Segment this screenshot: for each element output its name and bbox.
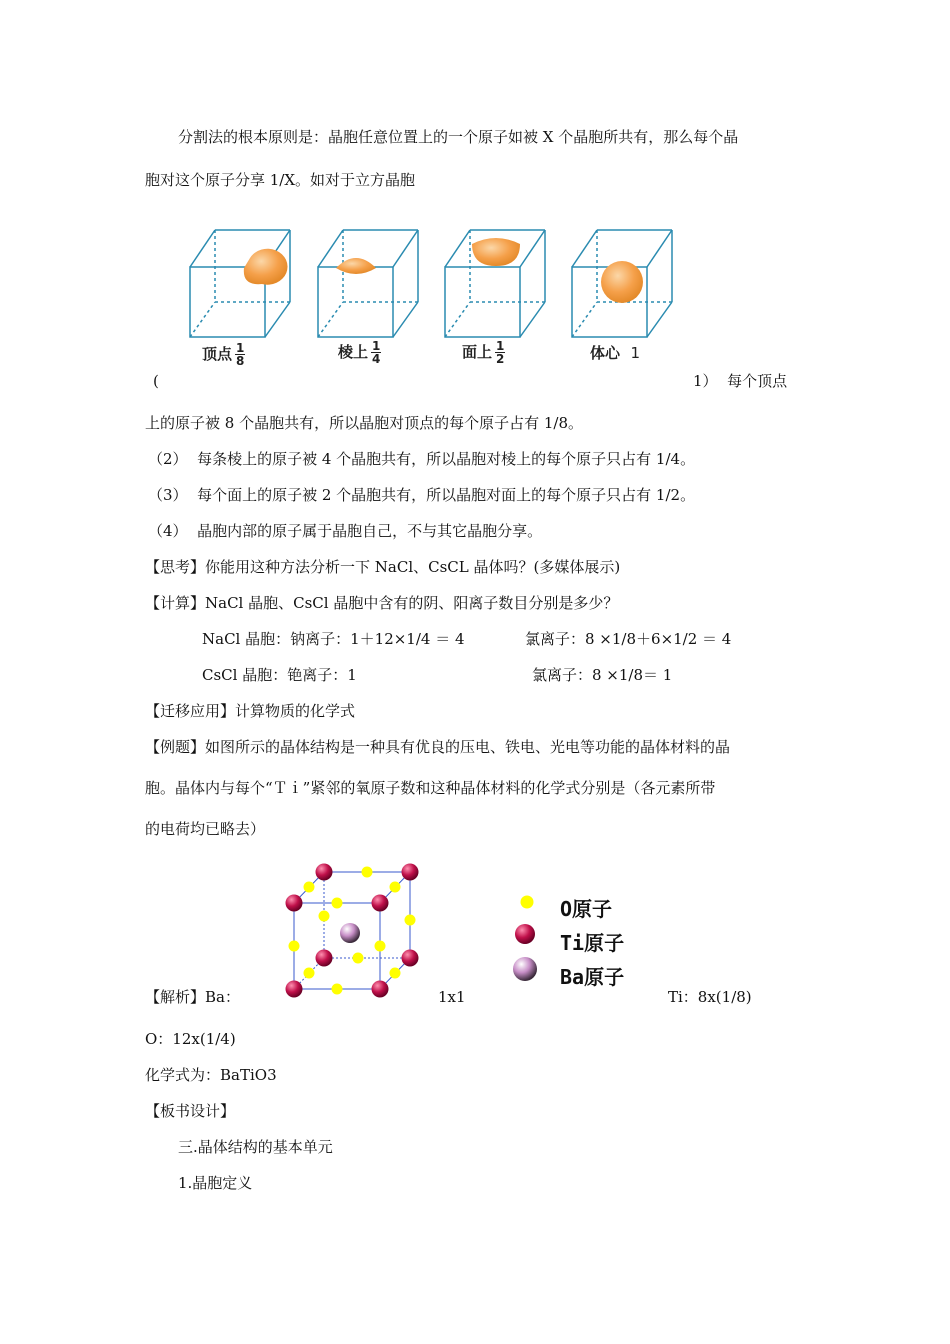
cube-label-body: 体心 1 [590,344,641,362]
example-line: 胞。晶体内与每个“Ｔｉ”紧邻的氧原子数和这种晶体材料的化学式分别是（各元素所带 [145,779,716,797]
legend-oxygen-label: O原子 [560,897,613,921]
item2-text: （2） 每条棱上的原子被 4 个晶胞共有，所以晶胞对棱上的每个原子只占有 1/4。 [148,450,696,468]
legend-barium-marker [513,957,537,981]
paragraph-line: 胞对这个原子分享 1/X。如对于立方晶胞 [145,171,416,189]
section-heading: 三.晶体结构的基本单元 [178,1138,333,1156]
face-atom-part [472,238,520,266]
edge-atom-part [336,258,376,274]
perovskite-cell-diagram [270,850,440,1010]
vertex-atom-part [244,249,288,285]
item4-text: （4） 晶胞内部的原子属于晶胞自己，不与其它晶胞分享。 [148,522,543,540]
formula-text: 化学式为：BaTiO3 [145,1066,277,1084]
legend-titanium-marker [515,924,535,944]
example-line: 的电荷均已略去） [145,820,266,838]
item3-text: （3） 每个面上的原子被 2 个晶胞共有，所以晶胞对面上的每个原子只占有 1/2。 [148,486,696,504]
item1-text: 上的原子被 8 个晶胞共有，所以晶胞对顶点的每个原子占有 1/8。 [145,414,583,432]
legend-oxygen-marker [521,896,534,909]
think-text: 【思考】你能用这种方法分析一下 NaCl、CsCL 晶体吗？(多媒体展示) [145,558,621,576]
paragraph-line: 分割法的根本原则是：晶胞任意位置上的一个原子如被 X 个晶胞所共有，那么每个晶 [178,128,739,146]
atom-legend [505,890,655,1000]
cube-vertex [190,230,290,337]
barium-atom [340,923,360,943]
analysis-ti: Ti：8x(1/8) [668,988,752,1006]
cubic-cell-figure [180,222,700,372]
analysis-o: O：12x(1/4) [145,1030,236,1048]
body-atom [601,261,643,303]
analysis-ba-value: 1x1 [438,988,466,1006]
board-heading: 【板书设计】 [145,1102,236,1120]
item1-open-paren: ( [153,372,159,390]
nacl-cation: NaCl 晶胞：钠离子：1＋12×1/4 ＝ 4 [202,630,465,648]
crystal-structure [270,850,440,1010]
cube-edge [318,230,418,337]
cscl-cation: CsCl 晶胞：铯离子：1 [202,666,357,684]
legend-markers [505,890,555,1000]
legend-titanium-label: Ti原子 [560,931,625,955]
cube-label-vertex: 顶点 $\frac{1}{8}$ [202,341,245,368]
analysis-ba-label: 【解析】Ba： [145,988,240,1006]
item1-start: 1） 每个顶点 [693,372,788,390]
transfer-heading: 【迁移应用】计算物质的化学式 [145,702,356,720]
cube-label-edge: 棱上 $\frac{1}{4}$ [338,339,381,366]
nacl-anion: 氯离子：8 ×1/8＋6×1/2 ＝ 4 [525,630,732,648]
legend-barium-label: Ba原子 [560,965,625,989]
cube-label-face: 面上 $\frac{1}{2}$ [462,339,505,366]
example-line: 【例题】如图所示的晶体结构是一种具有优良的压电、铁电、光电等功能的晶体材料的晶 [145,738,731,756]
cscl-anion: 氯离子：8 ×1/8＝ 1 [532,666,673,684]
calc-text: 【计算】NaCl 晶胞、CsCl 晶胞中含有的阴、阳离子数目分别是多少？ [145,594,619,612]
subsection-heading: 1.晶胞定义 [178,1174,253,1192]
